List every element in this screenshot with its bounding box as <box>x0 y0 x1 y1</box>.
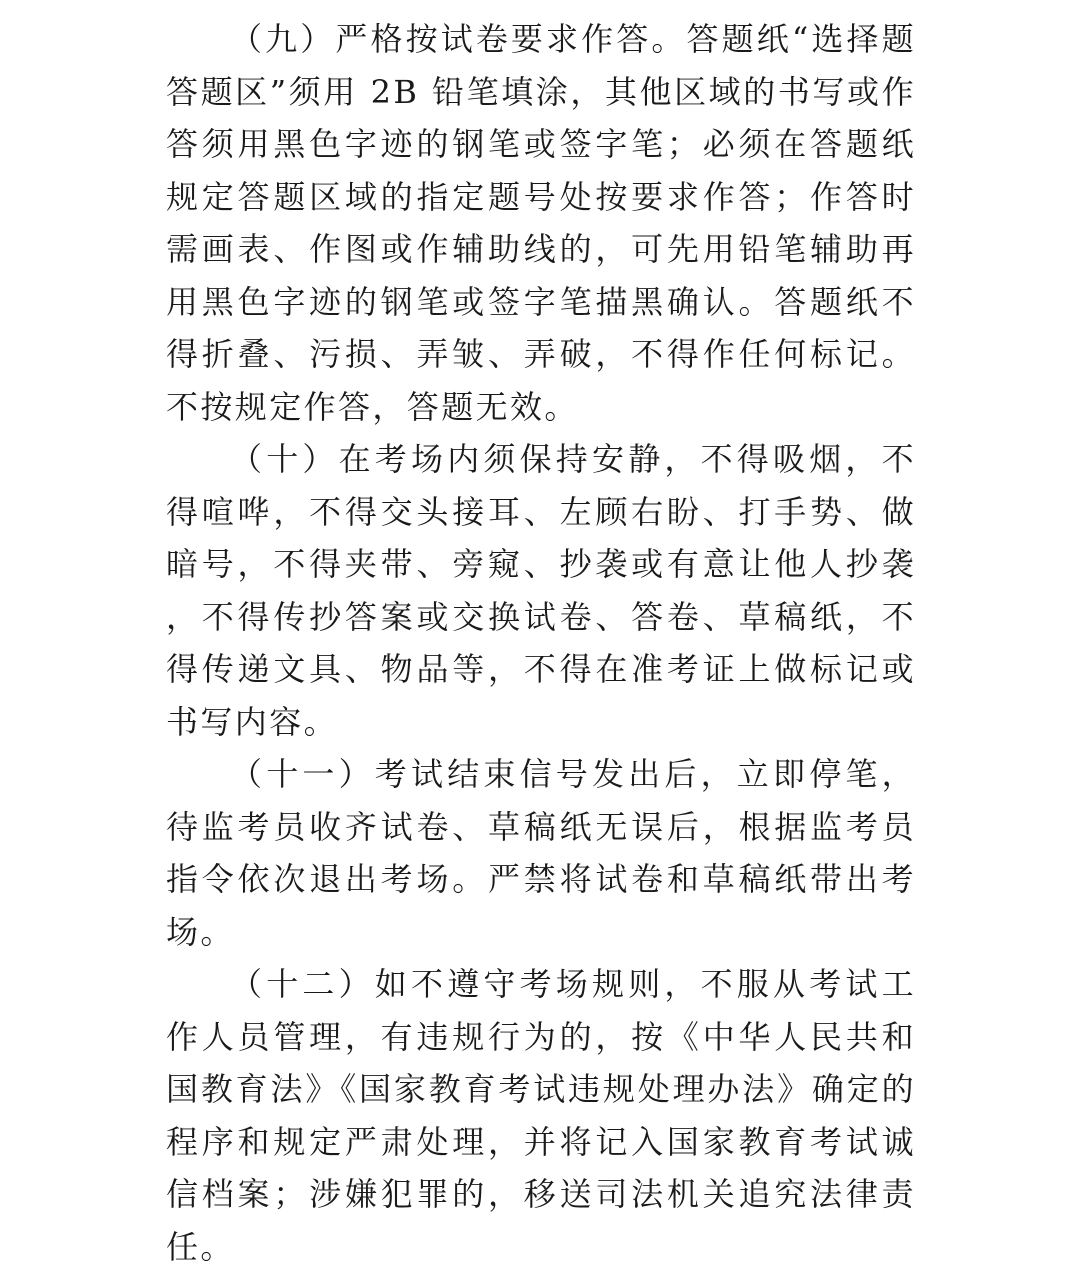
rules-text-block <box>166 13 916 1273</box>
rule-paragraph-11: （十一）考试结束信号发出后，立即停笔，待监考员收齐试卷、草稿纸无误后，根据监考员指令依次退出考场。严禁将试卷和草稿纸带出考场。 <box>166 755 916 951</box>
rule-paragraph-10: （十）在考场内须保持安静，不得吸烟，不得喧哗，不得交头接耳、左顾右盼、打手势、做暗号，不得夹带、旁窥、抄袭或有意让他人抄袭，不得传抄答案或交换试卷、答卷、草稿纸，不得传递文具、物品等，不得在准考证上做标记或书写内容。 <box>166 440 916 741</box>
rule-paragraph-9: （九）严格按试卷要求作答。答题纸“选择题答题区”须用 2B 铅笔填涂，其他区域的书写或作答须用黑色字迹的钢笔或签字笔；必须在答题纸规定答题区域的指定题号处按要求作答；作答时需画表、作图或作辅助线的，可先用铅笔辅助再用黑色字迹的钢笔或签字笔描黑确认。答题纸不得折叠、污损、弄皱、弄破，不得作任何标记。不按规定作答，答题无效。 <box>166 20 916 426</box>
rule-paragraph-12: （十二）如不遵守考场规则，不服从考试工作人员管理，有违规行为的，按《中华人民共和国教育法》《国家教育考试违规处理办法》确定的程序和规定严肃处理，并将记入国家教育考试诚信档案；涉嫌犯罪的，移送司法机关追究法律责任。 <box>166 965 916 1266</box>
